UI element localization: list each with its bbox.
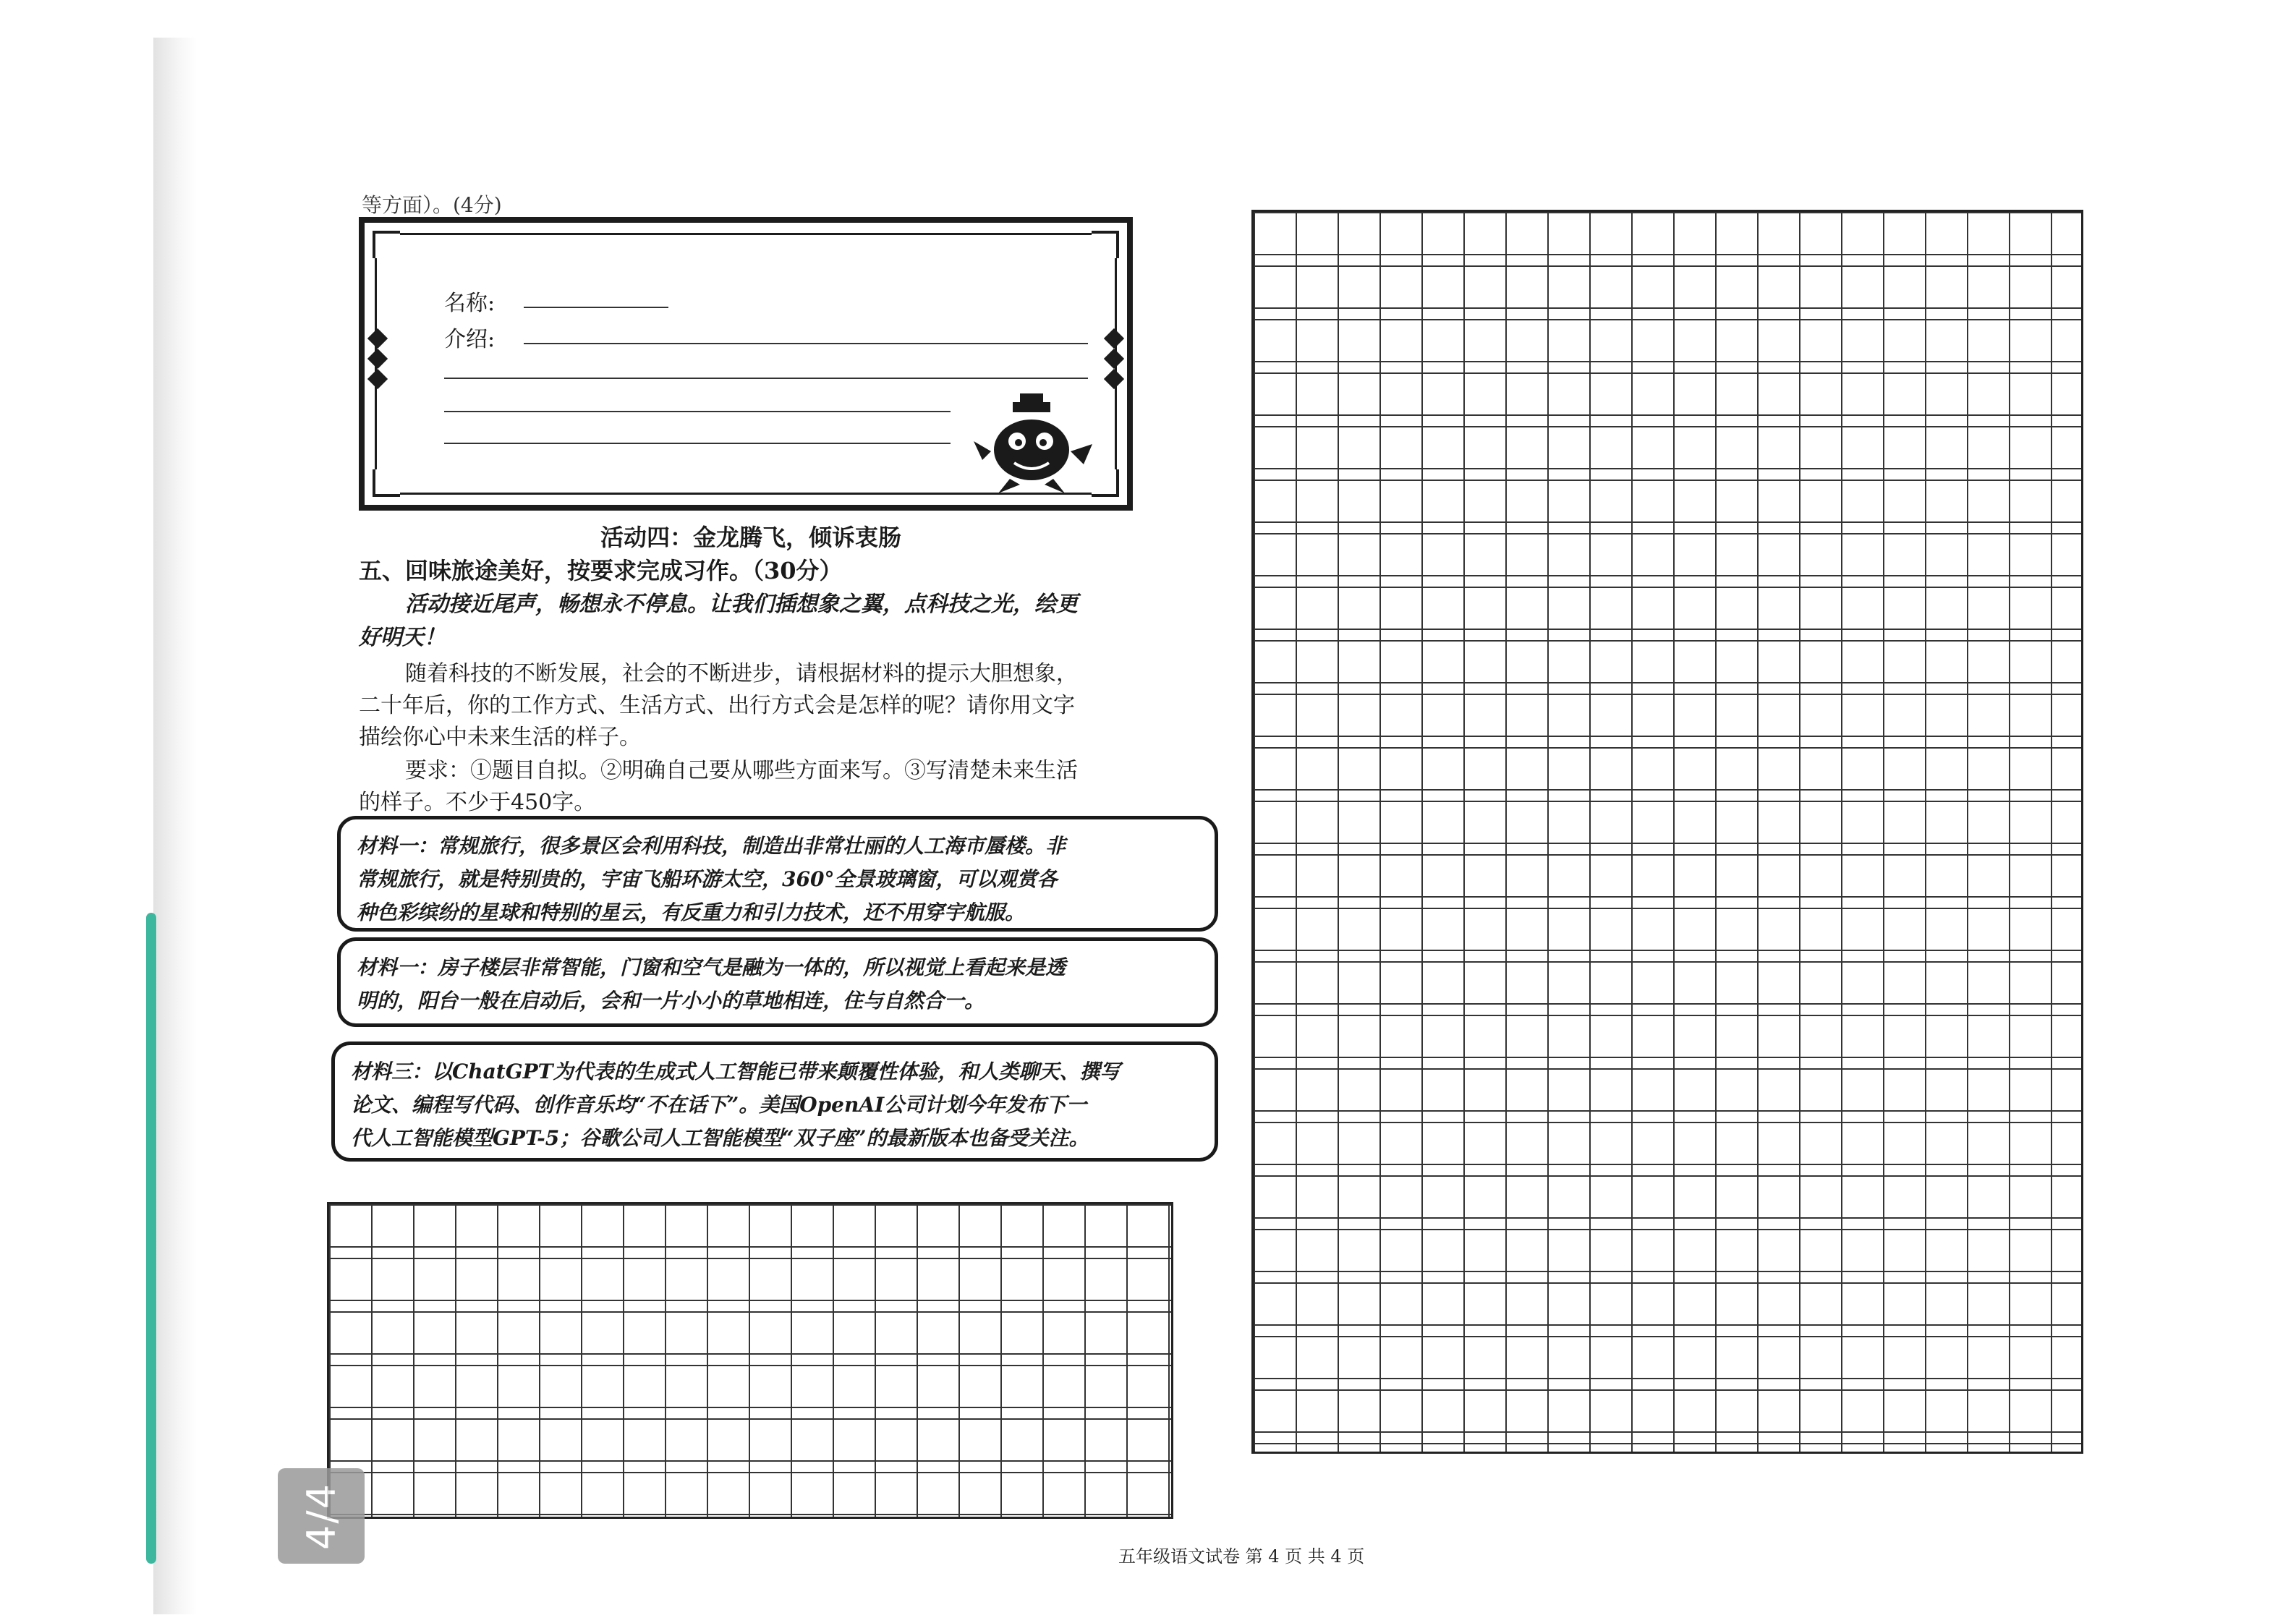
prompt-line: 二十年后，你的工作方式、生活方式、出行方式会是怎样的呢？请你用文字 [359, 693, 1075, 718]
intro-write-line[interactable] [524, 343, 1088, 344]
card-name-label: 名称: [444, 291, 496, 316]
material-line: 常规旅行，就是特别贵的，宇宙飞船环游太空，360°全景玻璃窗，可以观赏各 [357, 867, 1058, 891]
viewer-left-margin [0, 0, 153, 1623]
material-line: 材料一：房子楼层非常智能，门窗和空气是融为一体的，所以视觉上看起来是透 [357, 955, 1066, 979]
name-write-line[interactable] [524, 307, 668, 308]
question-heading: 五、回味旅途美好，按要求完成习作。（30分） [359, 557, 843, 584]
intro-write-line[interactable] [444, 378, 1088, 379]
corner-ornament [373, 231, 400, 258]
material-line: 材料三：以ChatGPT为代表的生成式人工智能已带来颠覆性体验，和人类聊天、撰写 [351, 1060, 1121, 1083]
scrollbar[interactable] [146, 913, 156, 1564]
prompt-line: 描绘你心中未来生活的样子。 [359, 725, 641, 750]
requirement-line: 的样子。不少于450字。 [359, 790, 596, 815]
page-edge-shadow [153, 38, 197, 1614]
page-indicator [278, 1468, 365, 1564]
requirement-line: 要求：①题目自拟。②明确自己要从哪些方面来写。③写清楚未来生活 [405, 758, 1078, 783]
material-box-3 [331, 1041, 1218, 1162]
page-indicator-text: 4/4 [298, 1482, 344, 1550]
page-footer: 五年级语文试卷 第 4 页 共 4 页 [1118, 1546, 1365, 1567]
card-intro-label: 介绍: [444, 327, 496, 352]
material-box-1 [337, 816, 1218, 932]
composition-grid-right[interactable] [1251, 210, 2083, 1454]
material-line: 明的，阳台一般在启动后，会和一片小小的草地相连，住与自然合一。 [357, 989, 985, 1013]
dragon-mascot-illustration [969, 393, 1100, 495]
intro-line: 好明天！ [359, 625, 446, 650]
name-card-frame [359, 217, 1133, 511]
intro-write-line[interactable] [444, 443, 951, 444]
activity-title: 活动四：金龙腾飞，倾诉衷肠 [600, 524, 902, 551]
corner-ornament [1092, 231, 1119, 258]
material-line: 种色彩缤纷的星球和特别的星云，有反重力和引力技术，还不用穿宇航服。 [357, 900, 1026, 924]
material-line: 论文、编程写代码、创作音乐均“不在话下”。美国OpenAI公司计划今年发布下一 [351, 1093, 1087, 1117]
intro-line: 活动接近尾声，畅想永不停息。让我们插想象之翼，点科技之光，绘更 [405, 592, 1078, 617]
prompt-line: 随着科技的不断发展，社会的不断进步，请根据材料的提示大胆想象， [405, 661, 1078, 686]
material-box-2 [337, 937, 1218, 1027]
composition-grid-left[interactable] [327, 1202, 1173, 1519]
corner-ornament [373, 469, 400, 497]
intro-write-line[interactable] [444, 411, 951, 412]
material-line: 材料一：常规旅行，很多景区会利用科技，制造出非常壮丽的人工海市蜃楼。非 [357, 834, 1066, 858]
material-line: 代人工智能模型GPT-5；谷歌公司人工智能模型“双子座”的最新版本也备受关注。 [351, 1126, 1089, 1150]
top-note: 等方面）。(4分) [362, 193, 502, 217]
